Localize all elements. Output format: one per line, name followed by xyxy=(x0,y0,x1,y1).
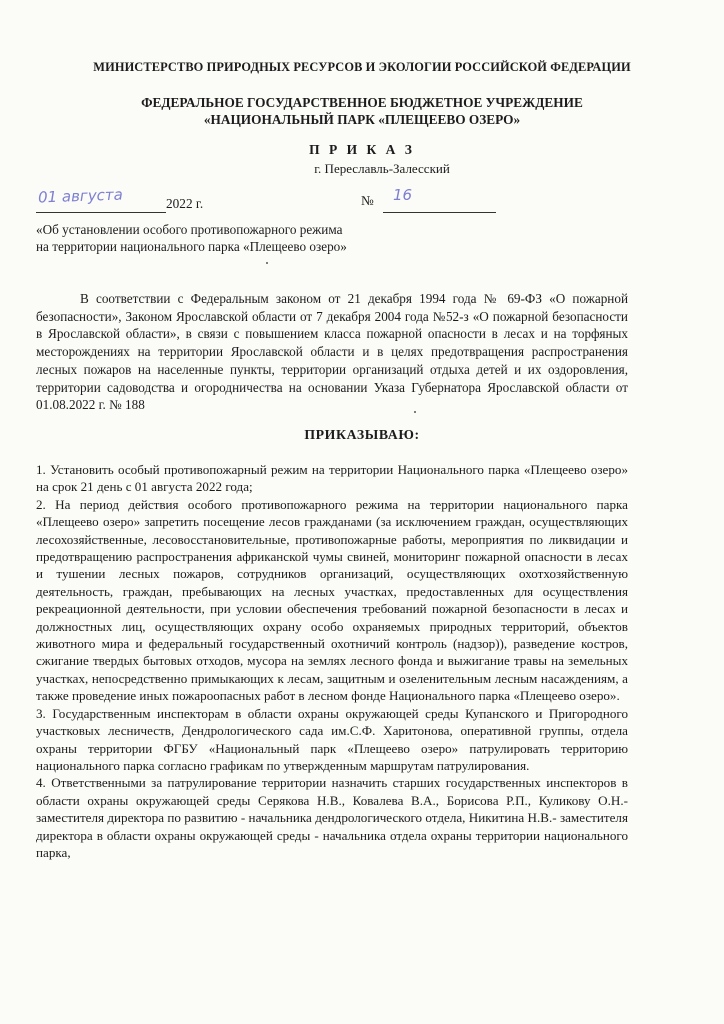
document-type-title: П Р И К А З xyxy=(309,142,415,157)
order-item-4: 4. Ответственными за патрулирование территории назначить старших государственных инспекторов в области охраны окружающей среды Серякова Н.В., Ковалева В.А., Борисова Р.П., Куликову О.Н.- заместителя директора по развитию - начальника дендрологического отдела, Никитина Н.В.- заместителя директора в области охраны окружающей среды - начальника отдела охраны территории национального парка, xyxy=(36,775,628,860)
institution-line-2: «НАЦИОНАЛЬНЫЙ ПАРК «ПЛЕЩЕЕВО ОЗЕРО» xyxy=(203,112,521,127)
handwritten-date: 01 августа xyxy=(37,185,124,207)
institution-line-1: ФЕДЕРАЛЬНОЕ ГОСУДАРСТВЕННОЕ БЮДЖЕТНОЕ УЧРЕЖДЕНИЕ xyxy=(141,95,583,110)
order-item-3: 3. Государственным инспекторам в области охраны окружающей среды Купанского и Пригородного участковых лесничеств, Дендрологического сада им.С.Ф. Харитонова, оперативной группы, отдела охраны территории ФГБУ «Национальный парк «Плещеево озеро» патрулировать территорию национального парка согласно графикам по утвержденным маршрутам патрулирования. xyxy=(36,705,628,773)
subject-line-2: на территории национального парка «Плещеево озеро» xyxy=(36,238,347,254)
order-subject xyxy=(36,222,347,255)
order-item-2: 2. На период действия особого противопожарного режима на территории национального парка «Плещеево озеро» запретить посещение лесов гражданами (за исключением граждан, осуществляющих лесохозяйственные, лесовосстановительные, противопожарные работы, мероприятия по ликвидации и предотвращению распространения африканской чумы свиней, мониторинг пожарной опасности в лесах и тушении лесных пожаров, сотрудников организаций, осуществляющих охотхозяйственную деятельность, граждан, пребывающих на лесных участках, предоставленных для осуществления рекреационной деятельности, при условии обеспечения требований пожарной безопасности в лесах и должностных лиц, осуществляющих охрану особо охраняемых природных территорий, объектов животного мира и федеральный государственный охотничий контроль (надзор)), разведение костров, сжигание твердых бытовых отходов, мусора на землях лесного фонда и выжигание травы на земельных участках, непосредственно примыкающих к лесам, защитным и озеленительным лесным насаждениям, а также проведение иных пожароопасных работ в лесном фонде Национального парка «Плещеево озеро». xyxy=(36,496,628,704)
order-item-1: 1. Установить особый противопожарный режим на территории Национального парка «Плещеево озеро» на срок 21 день с 01 августа 2022 года; xyxy=(36,462,628,495)
date-year: 2022 г. xyxy=(166,196,204,211)
order-items xyxy=(36,461,628,861)
handwritten-number: 16 xyxy=(393,186,413,204)
city-line: г. Переславль-Залесский xyxy=(314,161,450,176)
number-label: № xyxy=(361,193,374,208)
subject-line-1: «Об установлении особого противопожарного режима xyxy=(36,222,343,237)
scan-speck xyxy=(414,411,416,413)
order-heading: ПРИКАЗЫВАЮ: xyxy=(304,427,420,442)
basis-paragraph: В соответствии с Федеральным законом от 21 декабря 1994 года № 69-ФЗ «О пожарной безопасности», Законом Ярославской области от 7 декабря 2004 года №52-з «О пожарной безопасности в Ярославской области», в связи с повышением класса пожарной опасности в лесах и на торфяных месторождениях на территории Ярославской области и в целях предотвращения распространения лесных пожаров на населенные пункты, территории организаций отдыха детей и их оздоровления, территории садоводства и огородничества на основании Указа Губернатора Ярославской области от 01.08.2022 г. № 188 xyxy=(36,291,628,413)
scan-speck xyxy=(266,262,268,264)
ministry-heading: МИНИСТЕРСТВО ПРИРОДНЫХ РЕСУРСОВ И ЭКОЛОГИИ РОССИЙСКОЙ ФЕДЕРАЦИИ xyxy=(93,60,631,74)
institution-heading xyxy=(0,94,724,128)
